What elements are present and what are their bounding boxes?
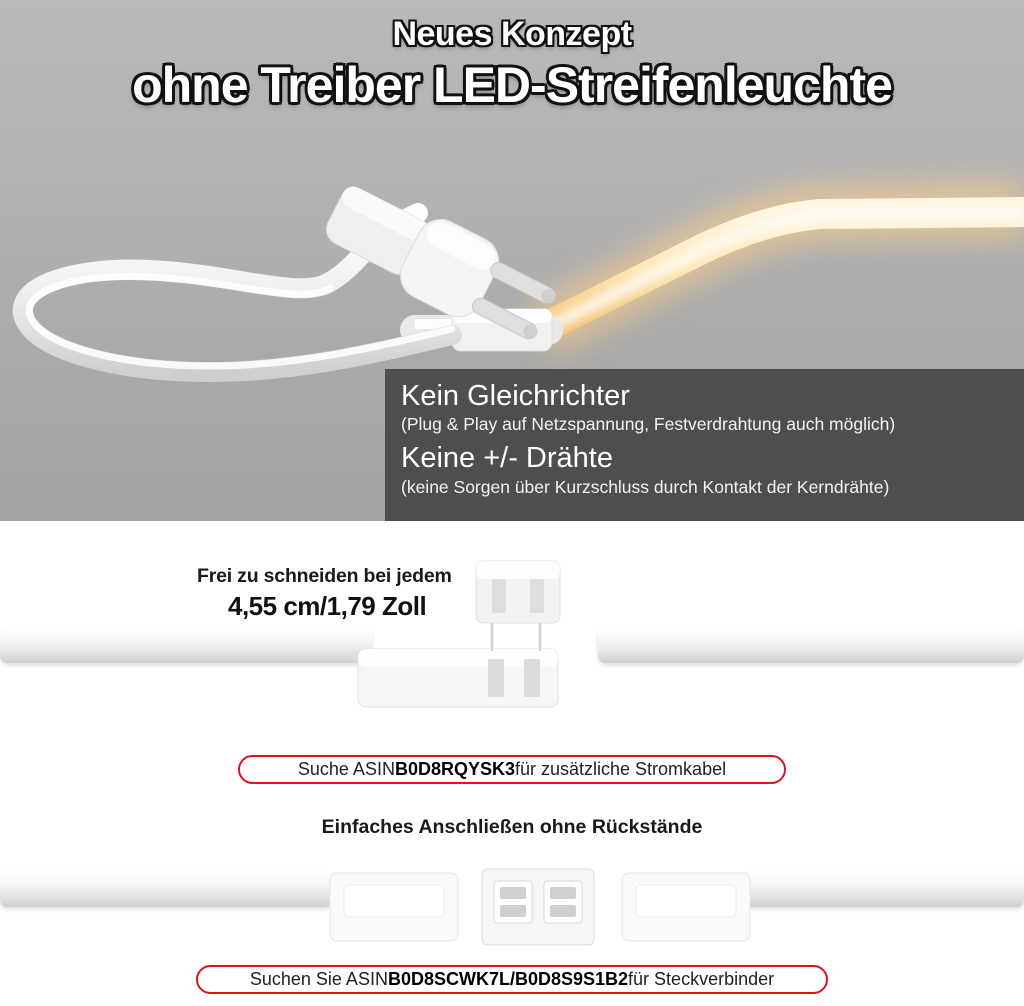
connector-row-illustration (0, 851, 1024, 971)
pill-power-asin: B0D8RQYSK3 (394, 759, 515, 779)
pill-power-cable-asin[interactable] (238, 755, 786, 784)
headline-primary: ohne Treiber LED-Streifenleuchte (132, 57, 892, 113)
feature-title-no-polarity: Keine +/- Drähte (401, 442, 613, 474)
pill-connector-prefix: Suchen Sie ASIN (249, 969, 388, 989)
headline-secondary: Neues Konzept (392, 15, 632, 53)
details-panel (0, 521, 1024, 1006)
feature-subtitle-no-rectifier: (Plug & Play auf Netzspannung, Festverdrahtung auch möglich) (401, 414, 896, 434)
feature-subtitle-no-polarity: (keine Sorgen über Kurzschluss durch Kontakt der Kerndrähte) (401, 477, 890, 497)
pill-connector-suffix: für Steckverbinder (628, 969, 775, 989)
pill-power-prefix: Suche ASIN (297, 759, 395, 779)
cut-connector-illustration (0, 541, 1024, 741)
pill-connector-asin[interactable] (196, 965, 828, 994)
cut-interval-label: Frei zu schneiden bei jedem (197, 565, 452, 587)
pill-connector-asin-value: B0D8SCWK7L/B0D8S9S1B2 (387, 969, 629, 989)
feature-title-no-rectifier: Kein Gleichrichter (401, 380, 630, 412)
pill-power-suffix: für zusätzliche Stromkabel (515, 759, 727, 779)
cut-interval-measure: 4,55 cm/1,79 Zoll (228, 591, 427, 621)
hero-title-block (0, 12, 1024, 114)
easy-connect-label: Einfaches Anschließen ohne Rückstände (321, 816, 703, 838)
feature-caption-box (385, 369, 1024, 521)
